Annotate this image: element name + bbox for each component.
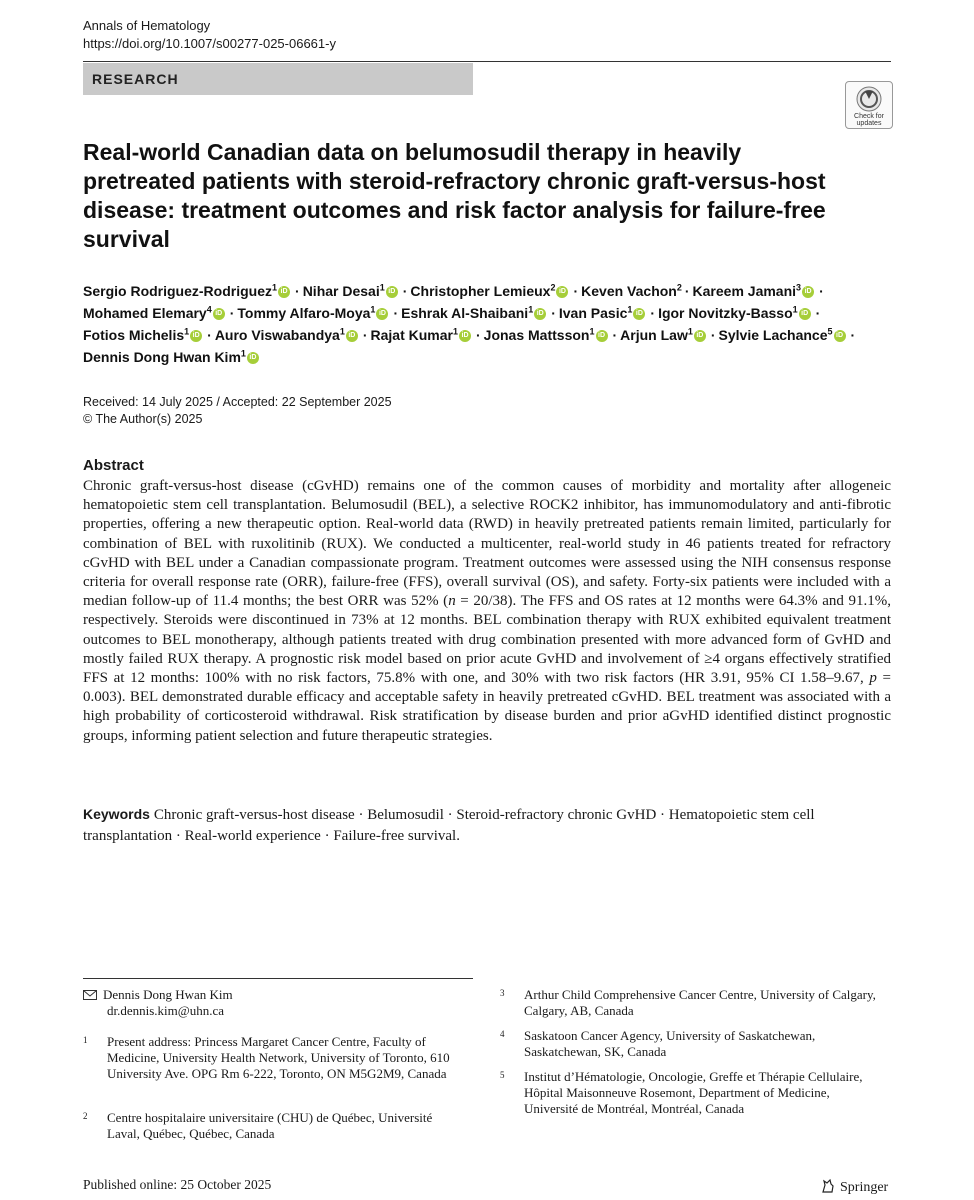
author-affiliation-number: 1	[627, 304, 633, 315]
affiliation-text: Present address: Princess Margaret Cancer Centre, Faculty of Medicine, University Health Network, University of Toronto, 610 University Ave. OPG Rm 6-222, Toronto, ON M5G2M9, Canada	[107, 1034, 450, 1081]
author-separator: ·	[612, 327, 618, 343]
abstract-n-variable: n	[448, 593, 456, 610]
orcid-icon[interactable]: iD	[556, 286, 568, 298]
author-name: Ivan Pasic	[558, 305, 628, 321]
orcid-icon[interactable]: iD	[386, 286, 398, 298]
author-name: Eshrak Al-Shaibani	[401, 305, 529, 321]
envelope-icon	[83, 990, 97, 1000]
affiliation-text: Institut d’Hématologie, Oncologie, Greffe et Thérapie Cellulaire, Hôpital Maisonneuve Rosemont, Department of Medicine, Université de Montréal, Montréal, Canada	[524, 1069, 863, 1116]
author-affiliation-number: 2	[676, 282, 682, 293]
orcid-icon[interactable]: iD	[459, 330, 471, 342]
correspondence-name: Dennis Dong Hwan Kim	[103, 987, 233, 1002]
affiliation-2	[83, 1110, 463, 1142]
author-separator: ·	[551, 305, 556, 321]
keyword-separator: ·	[320, 828, 334, 844]
author-affiliation-number: 1	[792, 304, 798, 315]
author-affiliation-number: 1	[370, 304, 376, 315]
keywords-block	[83, 804, 891, 847]
journal-name: Annals of Hematology	[83, 18, 211, 33]
author	[484, 327, 610, 343]
author-separator: ·	[819, 283, 824, 299]
author	[559, 305, 648, 321]
doi-link[interactable]: https://doi.org/10.1007/s00277-025-06661-y	[83, 36, 336, 51]
correspondence-email[interactable]: dr.dennis.kim@uhn.ca	[107, 1003, 225, 1018]
author-list	[83, 280, 903, 368]
author-name: Sergio Rodriguez-Rodriguez	[83, 283, 272, 299]
publisher-logo	[820, 1178, 888, 1196]
author-affiliation-number: 1	[452, 326, 458, 337]
keyword-separator: ·	[172, 828, 185, 844]
orcid-icon[interactable]: iD	[802, 286, 814, 298]
orcid-icon[interactable]: iD	[190, 330, 202, 342]
author-affiliation-number: 3	[796, 282, 802, 293]
author-name: Christopher Lemieux	[410, 283, 551, 299]
author-affiliation-number: 1	[379, 282, 385, 293]
affiliation-text: Arthur Child Comprehensive Cancer Centre, University of Calgary, Calgary, AB, Canada	[524, 987, 876, 1018]
author-separator: ·	[476, 327, 481, 343]
correspondence-block	[83, 987, 233, 1019]
affiliation-number: 4	[500, 1029, 505, 1039]
author-name: Fotios Michelis	[83, 327, 185, 343]
author-separator: ·	[710, 327, 716, 343]
keyword: Belumosudil	[367, 807, 444, 823]
check-updates-label: Check for updates	[854, 113, 884, 127]
orcid-icon[interactable]: iD	[213, 308, 225, 320]
author-affiliation-number: 1	[687, 326, 693, 337]
orcid-icon[interactable]: iD	[376, 308, 388, 320]
author	[237, 305, 390, 321]
check-updates-icon	[856, 86, 882, 112]
author	[401, 305, 548, 321]
orcid-icon[interactable]: iD	[346, 330, 358, 342]
affiliation-5	[500, 1069, 880, 1117]
orcid-icon[interactable]: iD	[278, 286, 290, 298]
author-separator: ·	[850, 327, 856, 343]
keyword: Chronic graft-versus-host disease	[153, 807, 355, 823]
author-separator: ·	[295, 283, 300, 299]
author-separator: ·	[402, 283, 408, 299]
author-affiliation-number: 1	[528, 304, 534, 315]
author	[410, 283, 570, 299]
abstract-text-part1: Chronic graft-versus-host disease (cGvHD) remains one of the common causes of morbidity and mortality after allogeneic hematopoietic stem cell transplantation. Belumosudil (BEL), a selective ROCK2 inhibitor, has immunomodulatory and anti-fibrotic properties, offering a new therapeutic option. Real-world data (RWD) in heavily pretreated patients remain limited, particularly for combination of BEL with ruxolitinib (RUX). We conducted a multicenter, real-world study in 46 patients treated for refractory cGvHD with BEL under a Canadian compassionate program. Treatment outcomes were assessed using the NIH consensus response criteria for overall response rate (ORR), failure-free (FFS), overall survival (OS), and safety. Forty-six patients were included with a median follow-up of 11.4 months; the best ORR was 52% (	[83, 478, 891, 610]
author-affiliation-number: 5	[827, 326, 833, 337]
keyword: Hematopoietic stem cell transplantation	[83, 807, 815, 844]
orcid-icon[interactable]: iD	[834, 330, 846, 342]
abstract-text-part3: = 0.003). BEL demonstrated durable efficacy and acceptable safety in heavily pretreated cGvHD. BEL treatment was associated with a high probability of corticosteroid withdrawal. Risk stratification by disease burden and prior aGvHD identified distinct prognostic groups, informing patient selection and future therapeutic strategies.	[83, 670, 891, 744]
author-name: Sylvie Lachance	[718, 327, 828, 343]
keyword: Real-world experience	[184, 828, 321, 844]
keywords-list	[83, 807, 815, 844]
author-separator: ·	[815, 305, 821, 321]
keyword: Failure-free survival.	[333, 828, 460, 844]
author-name: Tommy Alfaro-Moya	[237, 305, 371, 321]
author-affiliation-number: 4	[206, 304, 212, 315]
abstract-body	[83, 477, 891, 746]
author-affiliation-number: 1	[184, 326, 190, 337]
author-separator: ·	[573, 283, 579, 299]
author	[303, 283, 400, 299]
author	[719, 327, 848, 343]
author-name: Keven Vachon	[581, 283, 677, 299]
header-rule	[83, 61, 891, 62]
author-name: Mohamed Elemary	[83, 305, 207, 321]
orcid-icon[interactable]: iD	[534, 308, 546, 320]
affiliation-number: 2	[83, 1111, 88, 1121]
keyword-separator: ·	[656, 807, 669, 823]
section-label: RESEARCH	[92, 71, 179, 87]
orcid-icon[interactable]: iD	[633, 308, 645, 320]
author-name: Kareem Jamani	[692, 283, 797, 299]
affiliation-1	[83, 1034, 463, 1082]
keywords-label: Keywords	[83, 806, 150, 822]
check-for-updates-badge[interactable]	[845, 81, 893, 129]
springer-horse-icon	[820, 1178, 836, 1194]
author-name: Auro Viswabandya	[214, 327, 340, 343]
author	[83, 305, 227, 321]
orcid-icon[interactable]: iD	[799, 308, 811, 320]
keyword: Steroid-refractory chronic GvHD	[456, 807, 657, 823]
author-affiliation-number: 1	[339, 326, 345, 337]
author-separator: ·	[207, 327, 212, 343]
received-accepted-dates: Received: 14 July 2025 / Accepted: 22 September 2025	[83, 395, 392, 409]
affiliation-text: Centre hospitalaire universitaire (CHU) de Québec, Université Laval, Québec, Québec, Canada	[107, 1110, 433, 1141]
author	[83, 283, 292, 299]
publisher-name: Springer	[840, 1180, 889, 1195]
author-affiliation-number: 1	[272, 282, 278, 293]
author-name: Jonas Mattsson	[483, 327, 590, 343]
author-affiliation-number: 1	[240, 348, 246, 359]
orcid-icon[interactable]: iD	[247, 352, 259, 364]
author-name: Rajat Kumar	[370, 327, 453, 343]
author-separator: ·	[393, 305, 399, 321]
author-separator: ·	[650, 305, 656, 321]
orcid-icon[interactable]: iD	[596, 330, 608, 342]
author	[371, 327, 473, 343]
author-separator: ·	[229, 305, 235, 321]
author-name: Igor Novitzky-Basso	[658, 305, 793, 321]
keyword-separator: ·	[354, 807, 368, 823]
author	[658, 305, 813, 321]
author-affiliation-number: 2	[550, 282, 556, 293]
affiliation-number: 5	[500, 1070, 505, 1080]
abstract-heading: Abstract	[83, 457, 144, 474]
affiliation-number: 3	[500, 988, 505, 998]
article-title: Real-world Canadian data on belumosudil therapy in heavily pretreated patients with steroid-refractory chronic graft-versus-host disease: treatment outcomes and risk factor analysis for failure-free survival	[83, 139, 826, 252]
orcid-icon[interactable]: iD	[694, 330, 706, 342]
author	[581, 283, 682, 299]
published-online-date: Published online: 25 October 2025	[83, 1177, 272, 1192]
author-affiliation-number: 1	[589, 326, 595, 337]
author-name: Nihar Desai	[302, 283, 380, 299]
abstract-p-variable: p	[869, 670, 877, 687]
abstract-text-part2: = 20/38). The FFS and OS rates at 12 months were 64.3% and 91.1%, respectively. Steroids were discontinued in 73% at 12 months. BEL combination therapy with RUX exhibited equivalent treatment outcomes to BEL monotherapy, although patients treated with drug combination presented with more advanced form of GvHD and mostly failed RUX therapy. A prognostic risk model based on prior acute GvHD and involvement of ≥4 organs effectively stratified FFS at 12 months: 100% with no risk factors, 75.8% with one, and 30% with two risk factors (HR 3.91, 95% CI 1.58–9.67,	[83, 593, 891, 687]
footnote-rule	[83, 978, 473, 979]
author-separator: ·	[684, 283, 690, 299]
keyword-separator: ·	[443, 807, 457, 823]
affiliation-number: 1	[83, 1035, 88, 1045]
author	[215, 327, 360, 343]
author	[83, 327, 204, 343]
author-name: Dennis Dong Hwan Kim	[83, 349, 241, 365]
author	[693, 283, 817, 299]
author-name: Arjun Law	[620, 327, 688, 343]
author	[620, 327, 708, 343]
affiliation-4	[500, 1028, 880, 1060]
affiliation-text: Saskatoon Cancer Agency, University of Saskatchewan, Saskatchewan, SK, Canada	[524, 1028, 816, 1059]
copyright-notice: © The Author(s) 2025	[83, 412, 203, 426]
author	[83, 349, 261, 365]
affiliation-3	[500, 987, 880, 1019]
author-separator: ·	[362, 327, 368, 343]
